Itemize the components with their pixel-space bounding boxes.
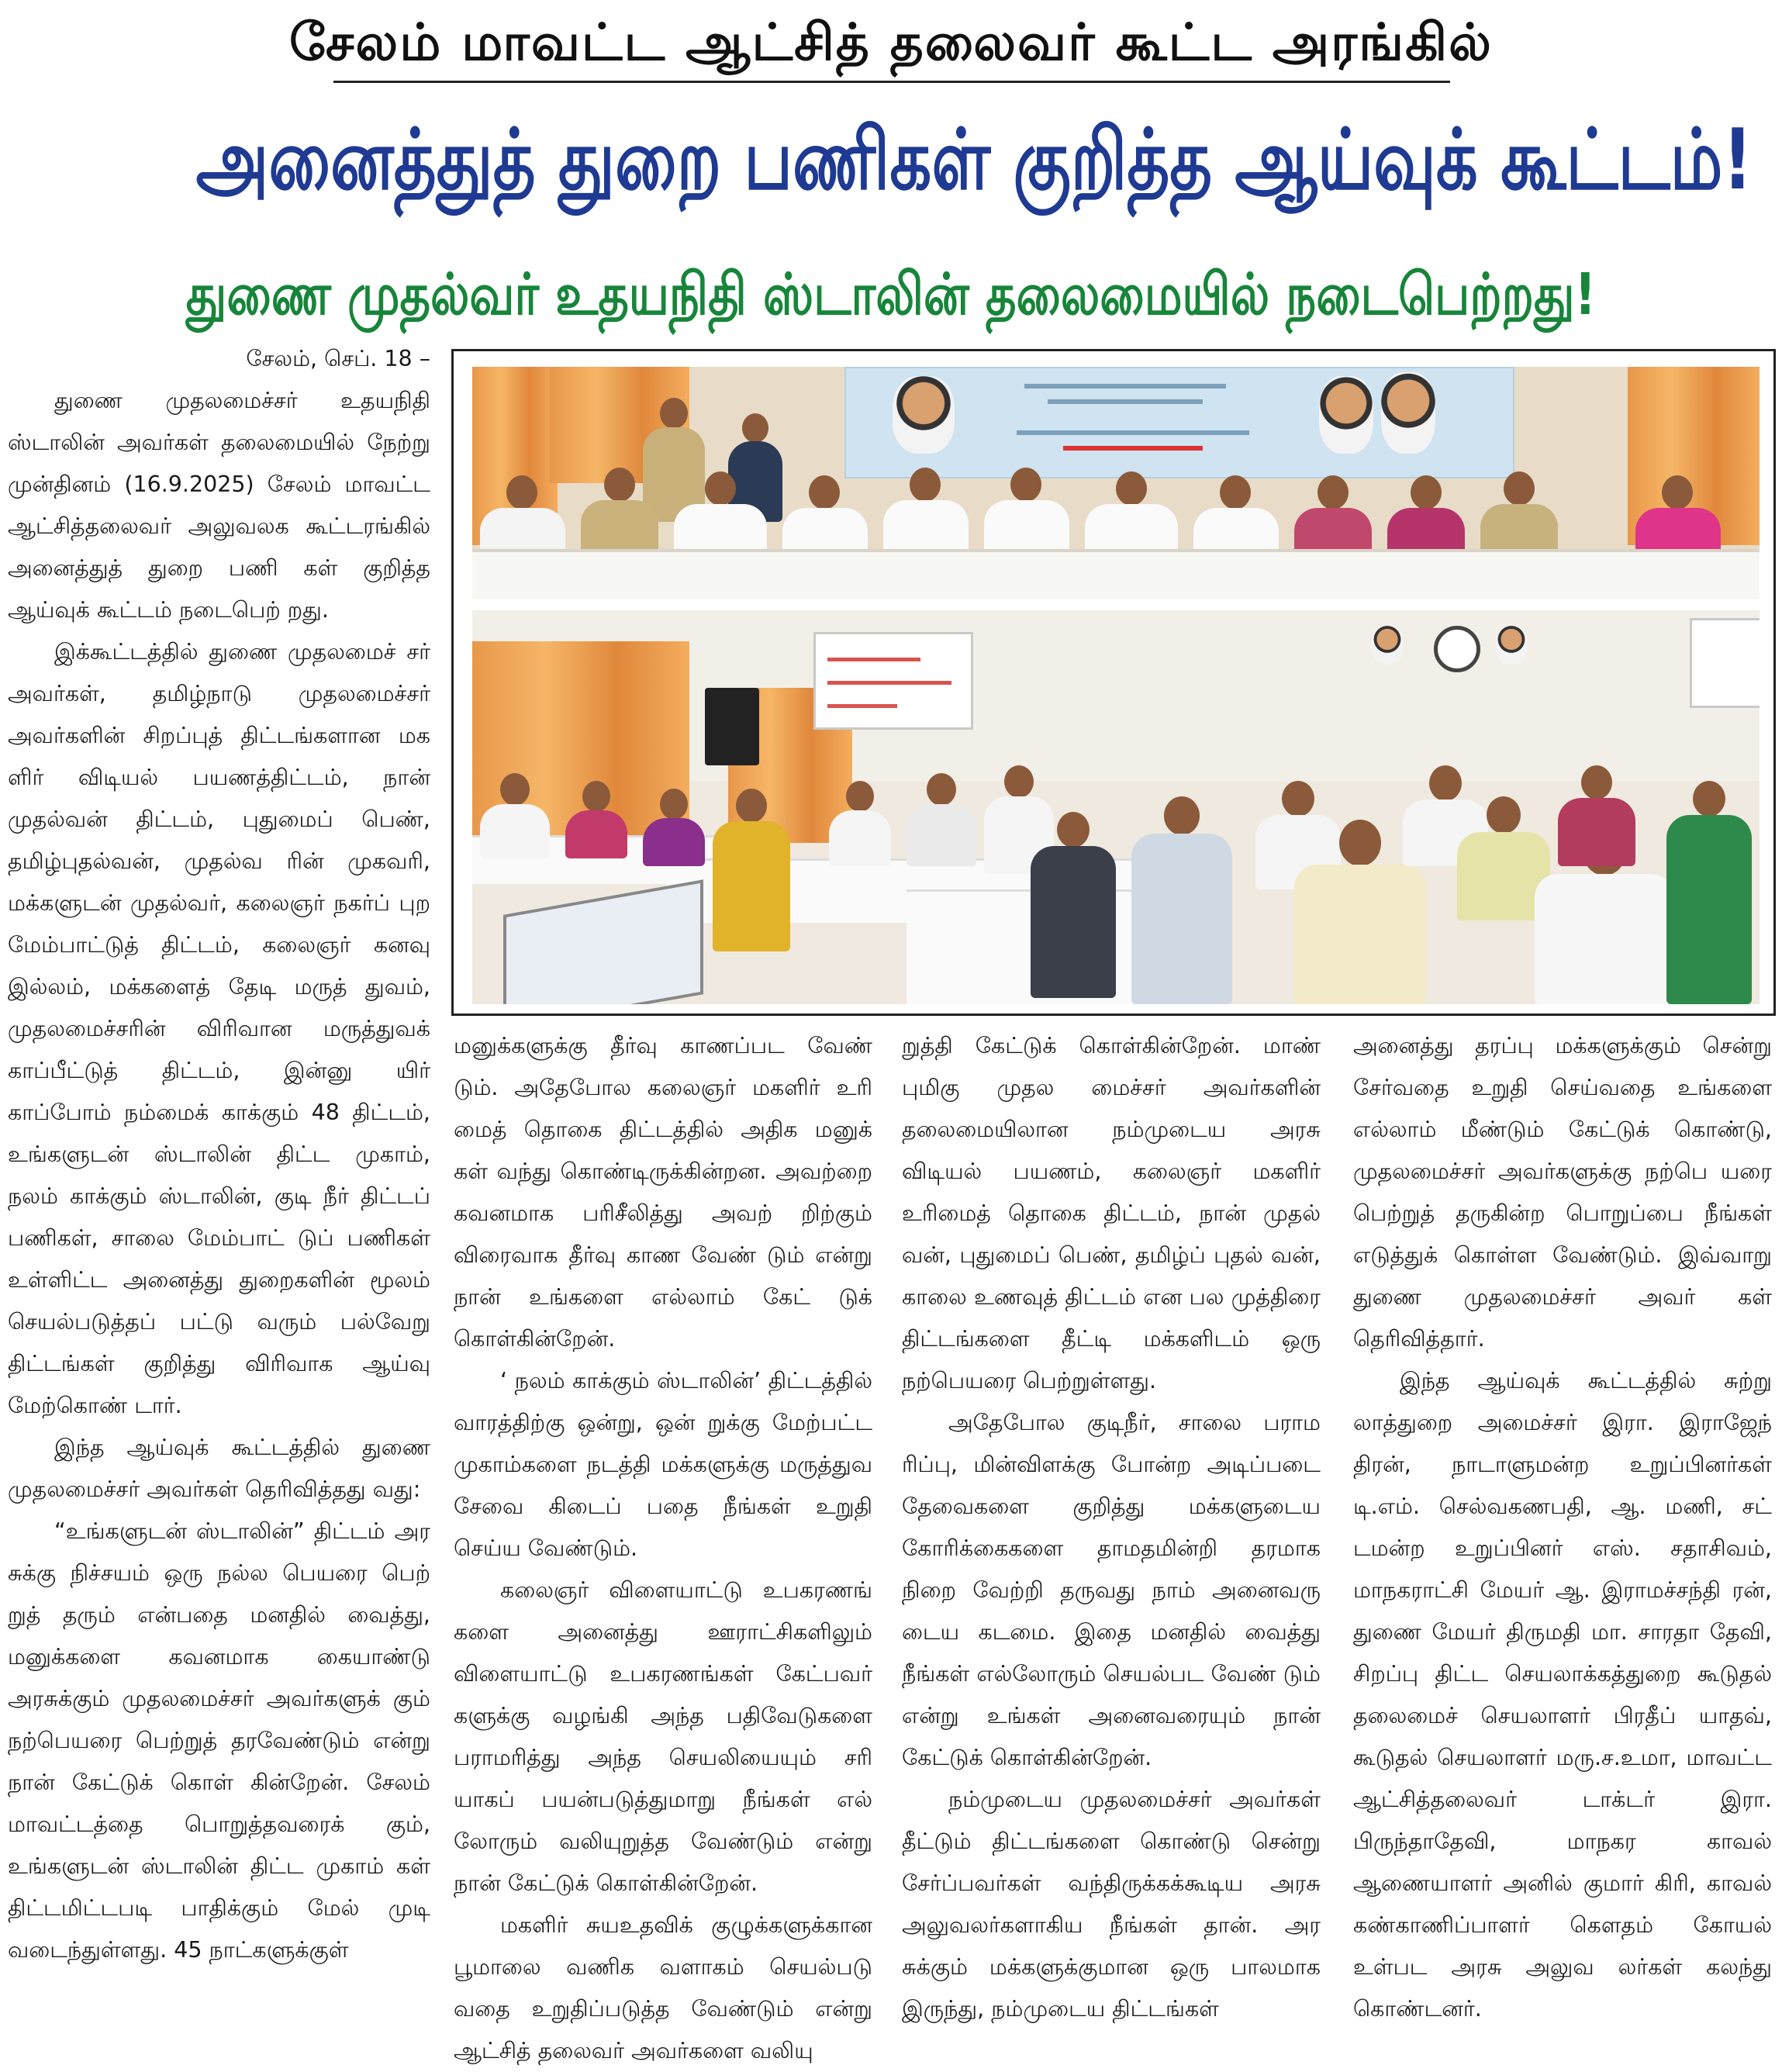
- speaker-box: [705, 688, 759, 765]
- seated-dignitary: [1635, 475, 1721, 561]
- paragraph: “உங்களுடன் ஸ்டாலின்” திட்டம் அர சுக்கு நிச்சயம் ஒரு நல்ல பெயரை பெற் றுத் தரும் என்பதை மனதில் வைத்து, மனுக்களை கவனமாக கையாண்டு அரசுக்கும் முதலமைச்சர் அவர்களுக் கும் நற்பெயரை பெற்றுத் தரவேண்டும் என்று நான் கேட்டுக் கொள் கின்றேன். சேலம் மாவட்டத்தை பொறுத்தவரைக் கும், உங்களுடன் ஸ்டாலின் திட்ட முகாம் கள் திட்டமிட்டபடி பாதிக்கும் மேல் முடி வடைந்துள்ளது. 45 நாட்களுக்குள்: [8, 1518, 430, 1963]
- seated-dignitary: [1085, 471, 1178, 561]
- sub-headline: துணை முதல்வர் உதயநிதி ஸ்டாலின் தலைமையில் நடைபெற்றது!: [185, 261, 1597, 328]
- seated-dignitary: [674, 471, 767, 561]
- audience-member: [643, 789, 705, 866]
- audience-member: [713, 789, 790, 951]
- paragraph: றுத்தி கேட்டுக் கொள்கின்றேன். மாண் புமிகு முதல மைச்சர் அவர்களின் தலைமையிலான நம்முடைய அரசு விடியல் பயணம், கலைஞர் மகளிர் உரிமைத் தொகை திட்டம், நான் முதல் வன், புதுமைப் பெண், தமிழ்ப் புதல் வன், காலை உணவுத் திட்டம் என பல முத்திரை திட்டங்களை தீட்டி மக்களிடம் ஒரு நற்பெயரை பெற்றுள்ளது.: [902, 1033, 1321, 1393]
- paragraph: அதேபோல குடிநீர், சாலை பராம ரிப்பு, மின்விளக்கு போன்ற அடிப்படை தேவைகளை குறித்து மக்களுடைய கோரிக்கைகளை தாமதமின்றி தரமாக நிறை வேற்றி தருவது நாம் அனைவரு டைய கடமை. இதை மனதில் வைத்து நீங்கள் எல்லோரும் செயல்பட வேண் டும் என்று உங்கள் அனைவரையும் நான் கேட்டுக் கொள்கின்றேன்.: [902, 1410, 1321, 1770]
- seated-dignitary: [1480, 471, 1558, 561]
- audience-member: [565, 781, 627, 858]
- portrait-right-2: [1381, 372, 1435, 454]
- screen-line: [827, 704, 897, 708]
- meeting-photo-audience: [472, 610, 1760, 1004]
- paragraph: மகளிர் சுயஉதவிக் குழுக்களுக்கான பூமாலை வணிக வளாகம் செயல்படு வதை உறுதிப்படுத்த வேண்டும் என்று ஆட்சித் தலைவர் அவர்களை வலியு: [454, 1912, 872, 2063]
- audience-member: [1666, 781, 1752, 1004]
- seated-dignitary: [1294, 475, 1372, 561]
- kicker-rule: [333, 81, 1450, 83]
- banner-text-line: [1063, 446, 1203, 451]
- photo-frame: [451, 349, 1776, 1016]
- wall-portrait: [1496, 626, 1527, 665]
- seated-dignitary: [883, 468, 969, 561]
- audience-member: [1031, 812, 1116, 998]
- paragraph: இக்கூட்டத்தில் துணை முதலமைச் சர் அவர்கள், தமிழ்நாடு முதலமைச்சர் அவர்களின் சிறப்புத் திட்டங்களான மக ளிர் விடியல் பயணத்திட்டம், நான் முதல்வன் திட்டம், புதுமைப் பெண், தமிழ்புதல்வன், முதல்வ ரின் முகவரி, மக்களுடன் முதல்வர், கலைஞர் நகர்ப் புற மேம்பாட்டுத் திட்டம், கலைஞர் கனவு இல்லம், மக்களைத் தேடி மருத் துவம், முதலமைச்சரின் விரிவான மருத்துவக் காப்பீட்டுத் திட்டம், இன்னு யிர் காப்போம் நம்மைக் காக்கும் 48 திட்டம், உங்களுடன் ஸ்டாலின் திட்ட முகாம், நலம் காக்கும் ஸ்டாலின், குடி நீர் திட்டப் பணிகள், சாலை மேம்பாட் டுப் பணிகள் உள்ளிட்ட அனைத்து துறைகளின் மூலம் செயல்படுத்தப் பட்டு வரும் பல்வேறு திட்டங்கள் குறித்து விரிவாக ஆய்வு மேற்கொண் டார்.: [8, 639, 430, 1418]
- audience-member: [829, 781, 891, 866]
- banner-text-line: [1024, 384, 1226, 388]
- projection-screen: [813, 632, 973, 730]
- seated-dignitary: [480, 475, 565, 561]
- seated-dignitary: [782, 475, 868, 561]
- main-headline: அனைத்துத் துறை பணிகள் குறித்த ஆய்வுக் கூட்டம்!: [195, 112, 1753, 209]
- seated-dignitary: [984, 468, 1069, 561]
- audience-member: [907, 773, 976, 866]
- laptop: [503, 879, 703, 1004]
- banner-text-line: [1048, 399, 1203, 404]
- portrait-right-1: [1319, 376, 1373, 454]
- kicker-headline: சேலம் மாவட்ட ஆட்சித் தலைவர் கூட்ட அரங்கில்: [289, 12, 1493, 72]
- projection-screen-right: [1690, 618, 1760, 708]
- seated-dignitary: [581, 468, 658, 561]
- wall-clock: [1434, 626, 1480, 672]
- dateline: சேலம், செப். 18 –: [246, 346, 430, 371]
- paragraph: ‘ நலம் காக்கும் ஸ்டாலின்’ திட்டத்தில் வாரத்திற்கு ஒன்று, ஒன் றுக்கு மேற்பட்ட முகாம்களை நடத்தி மக்களுக்கு மருத்துவ சேவை கிடைப் பதை நீங்கள் உறுதி செய்ய வேண்டும்.: [454, 1368, 872, 1561]
- meeting-photo-dais: [472, 367, 1760, 599]
- paragraph: இந்த ஆய்வுக் கூட்டத்தில் துணை முதலமைச்சர் அவர்கள் தெரிவித்தது வது:: [8, 1435, 430, 1502]
- article-column-2: [454, 1025, 872, 2072]
- article-column-3: [902, 1025, 1321, 2030]
- paragraph: துணை முதலமைச்சர் உதயநிதி ஸ்டாலின் அவர்கள் தலைமையில் நேற்று முன்தினம் (16.9.2025) சேலம் மாவட்ட ஆட்சித்தலைவர் அலுவலக கூட்டரங்கில் அனைத்துத் துறை பணி கள் குறித்த ஆய்வுக் கூட்டம் நடைபெற் றது.: [8, 388, 430, 623]
- paragraph: நம்முடைய முதலமைச்சர் அவர்கள் தீட்டும் திட்டங்களை கொண்டு சென்று சேர்ப்பவர்கள் வந்திருக்கக்கூடிய அரசு அலுவலர்களாகிய நீங்கள் தான். அர சுக்கும் மக்களுக்குமான ஒரு பாலமாக இருந்து, நம்முடைய திட்டங்கள்: [902, 1787, 1321, 2022]
- seated-dignitary: [1193, 475, 1279, 561]
- banner-text-line: [1017, 430, 1249, 435]
- audience-member: [1131, 796, 1232, 1004]
- audience-member: [1558, 765, 1635, 866]
- portrait-left: [893, 376, 955, 454]
- paragraph: அனைத்து தரப்பு மக்களுக்கும் சென்று சேர்வதை உறுதி செய்வதை உங்களை எல்லாம் மீண்டும் கேட்டுக் கொண்டு, முதலமைச்சர் அவர்களுக்கு நற்பெ யரை பெற்றுத் தருகின்ற பொறுப்பை நீங்கள் எடுத்துக் கொள்ள வேண்டும். இவ்வாறு துணை முதலமைச்சர் அவர் கள் தெரிவித்தார்.: [1353, 1033, 1772, 1352]
- dais-table: [472, 549, 1760, 599]
- screen-line: [827, 658, 920, 661]
- audience-member: [480, 773, 550, 858]
- paragraph: இந்த ஆய்வுக் கூட்டத்தில் சுற்று லாத்துறை அமைச்சர் இரா. இராஜேந் திரன், நாடாளுமன்ற உறுப்பினர்கள் டி.எம். செல்வகணபதி, ஆ. மணி, சட் டமன்ற உறுப்பினர் எஸ். சதாசிவம், மாநகராட்சி மேயர் ஆ. இராமச்சந்தி ரன், துணை மேயர் திருமதி மா. சாரதா தேவி, சிறப்பு திட்ட செயலாக்கத்துறை கூடுதல் தலைமைச் செயலாளர் பிரதீப் யாதவ், கூடுதல் செயலாளர் மரு.ச.உமா, மாவட்ட ஆட்சித்தலைவர் டாக்டர் இரா. பிருந்தாதேவி, மாநகர காவல் ஆணையாளர் அனில் குமார் கிரி, காவல் கண்காணிப்பாளர் கௌதம் கோயல் உள்பட அரசு அலுவ லர்கள் கலந்து கொண்டனர்.: [1353, 1368, 1772, 2022]
- article-column-1: [8, 338, 430, 1971]
- screen-line: [827, 681, 951, 685]
- paragraph: மனுக்களுக்கு தீர்வு காணப்பட வேண் டும். அதேபோல கலைஞர் மகளிர் உரி மைத் தொகை திட்டத்தில் அதிக மனுக் கள் வந்து கொண்டிருக்கின்றன. அவற்றை கவனமாக பரிசீலித்து அவற் றிற்கும் விரைவாக தீர்வு காண வேண் டும் என்று நான் உங்களை எல்லாம் கேட் டுக் கொள்கின்றேன்.: [454, 1033, 872, 1352]
- article-column-4: [1353, 1025, 1772, 2030]
- seated-dignitary: [1387, 475, 1465, 561]
- wall-portrait: [1372, 626, 1403, 665]
- stage-banner: [844, 367, 1514, 478]
- paragraph: கலைஞர் விளையாட்டு உபகரணங் களை அனைத்து ஊராட்சிகளிலும் விளையாட்டு உபகரணங்கள் கேட்பவர் களுக்கு வழங்கி அந்த பதிவேடுகளை பராமரித்து அந்த செயலியையும் சரி யாகப் பயன்படுத்துமாறு நீங்கள் எல் லோரும் வலியுறுத்த வேண்டும் என்று நான் கேட்டுக் கொள்கின்றேன்.: [454, 1577, 872, 1896]
